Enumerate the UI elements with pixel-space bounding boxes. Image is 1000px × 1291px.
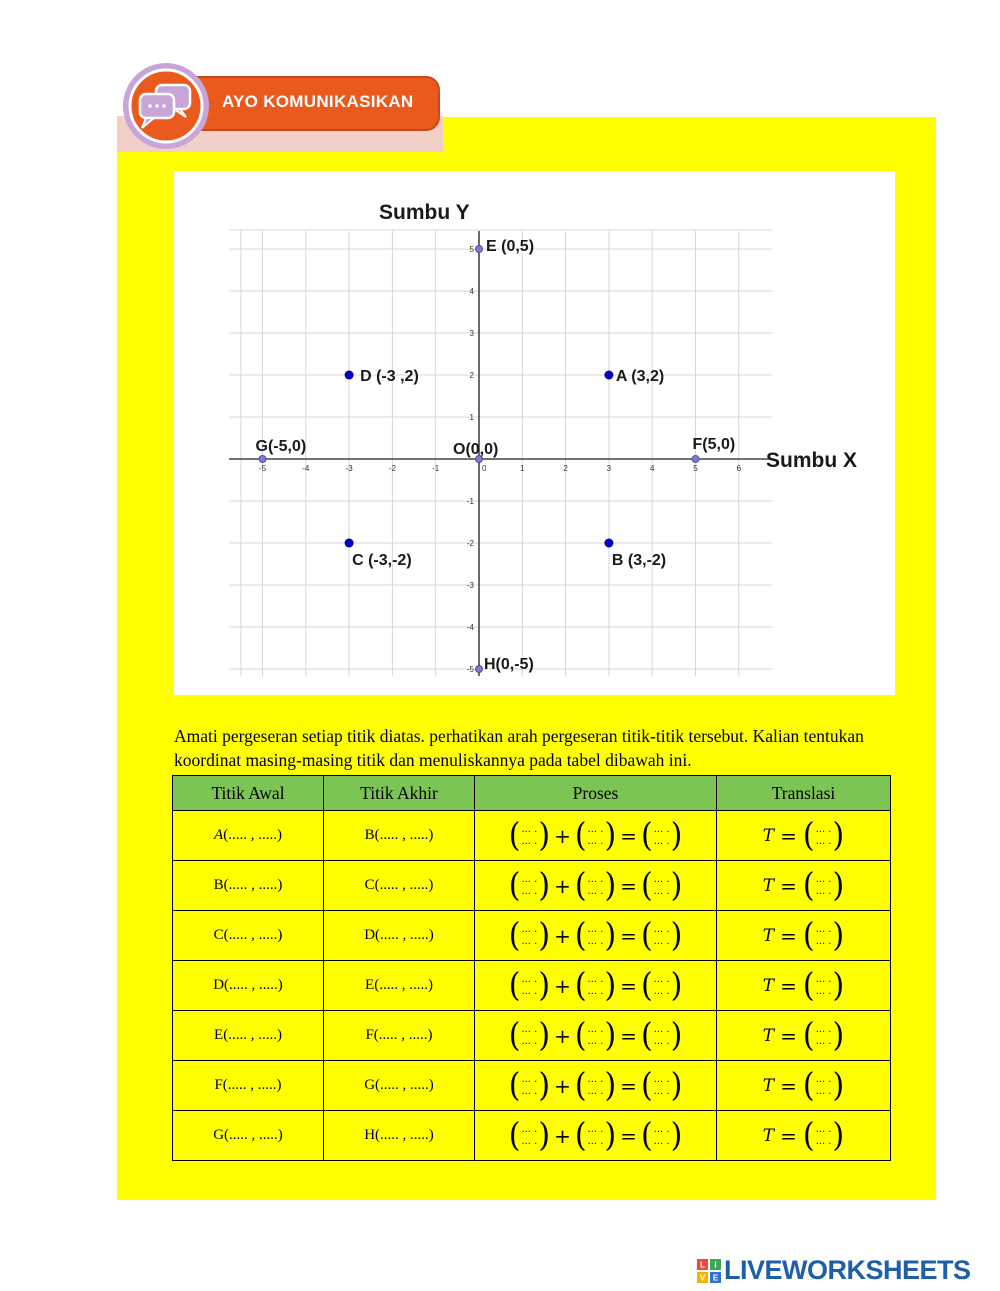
equals-sign: = (780, 873, 797, 898)
vector-top-blank[interactable]: ... . (653, 973, 670, 985)
point-marker (345, 539, 353, 547)
cell-titik-awal (173, 1061, 324, 1111)
plus-sign: + (554, 1023, 571, 1048)
y-tick-label: 2 (469, 371, 474, 380)
titik-awal-blank[interactable]: D(..... , .....) (213, 977, 283, 993)
x-tick-label: -2 (388, 464, 396, 473)
column-vector[interactable]: ( ... . ... . ) (802, 1115, 845, 1155)
point-label: A (3,2) (615, 368, 665, 385)
y-tick-label: 4 (469, 287, 474, 296)
coordinate-graph (174, 171, 895, 695)
x-tick-label: -4 (302, 464, 310, 473)
vector-top-blank[interactable]: ... . (653, 1123, 670, 1135)
vector-bottom-blank[interactable]: ... . (587, 1085, 604, 1097)
equals-sign: = (620, 1023, 637, 1048)
column-vector[interactable]: ( ... . ... . ) (574, 865, 617, 905)
vector-top-blank[interactable]: ... . (815, 973, 832, 985)
column-vector[interactable]: ( ... . ... . ) (508, 865, 551, 905)
point-marker (259, 456, 266, 463)
titik-akhir-blank[interactable]: F(..... , .....) (365, 1027, 433, 1043)
equals-sign: = (780, 1123, 797, 1148)
watermark-text: LIVEWORKSHEETS (724, 1255, 971, 1285)
cell-titik-akhir (324, 911, 475, 961)
titik-akhir-blank[interactable]: H(..... , .....) (364, 1127, 434, 1143)
y-tick-label: -5 (466, 665, 474, 674)
column-vector[interactable]: ( ... . ... . ) (640, 1015, 683, 1055)
vector-top-blank[interactable]: ... . (587, 1123, 604, 1135)
cell-proses (475, 811, 717, 861)
vector-bottom-blank[interactable]: ... . (587, 1035, 604, 1047)
plus-sign: + (554, 1123, 571, 1148)
column-vector[interactable]: ( ... . ... . ) (508, 815, 551, 855)
svg-text:L: L (700, 1260, 705, 1270)
column-vector[interactable]: ( ... . ... . ) (574, 1015, 617, 1055)
equals-sign: = (620, 873, 637, 898)
titik-akhir-blank[interactable]: C(..... , .....) (364, 877, 434, 893)
vector-top-blank[interactable]: ... . (815, 1073, 832, 1085)
table-row (173, 1061, 891, 1111)
vector-bottom-blank[interactable]: ... . (653, 935, 670, 947)
point-label: D (-3 ,2) (360, 368, 419, 385)
column-vector[interactable]: ( ... . ... . ) (640, 1065, 683, 1105)
translation-symbol: T (762, 1075, 775, 1096)
vector-top-blank[interactable]: ... . (815, 1123, 832, 1135)
vector-top-blank[interactable]: ... . (587, 973, 604, 985)
header-proses: Proses (475, 776, 717, 811)
vector-top-blank[interactable]: ... . (815, 923, 832, 935)
table-row (173, 1111, 891, 1161)
cell-titik-akhir (324, 1111, 475, 1161)
vector-bottom-blank[interactable]: ... . (815, 835, 832, 847)
vector-bottom-blank[interactable]: ... . (653, 985, 670, 997)
column-vector[interactable]: ( ... . ... . ) (802, 815, 845, 855)
vector-bottom-blank[interactable]: ... . (521, 1085, 538, 1097)
vector-bottom-blank[interactable]: ... . (815, 1085, 832, 1097)
table-row (173, 1011, 891, 1061)
titik-awal-letter: A (214, 827, 224, 843)
table-row (173, 961, 891, 1011)
point-marker (476, 246, 483, 253)
translation-symbol: T (762, 975, 775, 996)
point-marker (345, 371, 353, 379)
translation-symbol: T (762, 925, 775, 946)
cell-proses (475, 911, 717, 961)
table-header-row (173, 776, 891, 811)
equals-sign: = (620, 823, 637, 848)
point-marker (605, 371, 613, 379)
equals-sign: = (780, 973, 797, 998)
point-label: F(5,0) (692, 436, 736, 453)
vector-top-blank[interactable]: ... . (521, 823, 538, 835)
svg-text:I: I (714, 1260, 717, 1270)
vector-bottom-blank[interactable]: ... . (815, 1135, 832, 1147)
equals-sign: = (620, 1073, 637, 1098)
cell-translasi (717, 1111, 891, 1161)
y-tick-label: -3 (466, 581, 474, 590)
instructions-text: Amati pergeseran setiap titik diatas. perhatikan arah pergeseran titik-titik tersebut. Kalian tentukan koordinat masing-masing titik dan menuliskannya pada tabel dibawah ini. (174, 726, 864, 770)
vector-bottom-blank[interactable]: ... . (653, 1135, 670, 1147)
y-tick-label: -2 (466, 539, 474, 548)
liveworksheets-watermark (697, 1255, 997, 1285)
cell-proses (475, 1111, 717, 1161)
equals-sign: = (620, 923, 637, 948)
vector-top-blank[interactable]: ... . (653, 1023, 670, 1035)
vector-top-blank[interactable]: ... . (587, 873, 604, 885)
vector-bottom-blank[interactable]: ... . (653, 1035, 670, 1047)
column-vector[interactable]: ( ... . ... . ) (574, 915, 617, 955)
plus-sign: + (554, 823, 571, 848)
titik-akhir-blank[interactable]: E(..... , .....) (365, 977, 433, 993)
y-tick-label: 5 (469, 245, 474, 254)
y-tick-label: -4 (466, 623, 474, 632)
translation-symbol: T (762, 1025, 775, 1046)
vector-bottom-blank[interactable]: ... . (521, 1035, 538, 1047)
vector-bottom-blank[interactable]: ... . (587, 885, 604, 897)
point-marker (692, 456, 699, 463)
y-tick-label: 3 (469, 329, 474, 338)
cell-proses (475, 1061, 717, 1111)
vector-top-blank[interactable]: ... . (653, 873, 670, 885)
equals-sign: = (780, 823, 797, 848)
cell-titik-akhir (324, 811, 475, 861)
point-label: E (0,5) (486, 238, 535, 255)
vector-bottom-blank[interactable]: ... . (815, 1035, 832, 1047)
x-tick-label: -5 (258, 464, 267, 473)
column-vector[interactable]: ( ... . ... . ) (802, 915, 845, 955)
point-label: H(0,-5) (484, 656, 534, 673)
point-label: C (-3,-2) (352, 552, 412, 569)
cell-proses (475, 1011, 717, 1061)
coordinate-plane (174, 171, 895, 695)
vector-top-blank[interactable]: ... . (815, 823, 832, 835)
column-vector[interactable]: ( ... . ... . ) (508, 1065, 551, 1105)
vector-bottom-blank[interactable]: ... . (521, 835, 538, 847)
x-tick-label: 6 (736, 464, 742, 473)
equals-sign: = (780, 1073, 797, 1098)
vector-bottom-blank[interactable]: ... . (815, 985, 832, 997)
column-vector[interactable]: ( ... . ... . ) (640, 965, 683, 1005)
cell-titik-akhir (324, 1061, 475, 1111)
vector-top-blank[interactable]: ... . (521, 873, 538, 885)
vector-top-blank[interactable]: ... . (653, 823, 670, 835)
y-axis-label: Sumbu Y (379, 201, 470, 224)
svg-text:V: V (699, 1273, 706, 1283)
vector-bottom-blank[interactable]: ... . (587, 835, 604, 847)
vector-top-blank[interactable]: ... . (521, 1123, 538, 1135)
point-label: G(-5,0) (255, 438, 307, 455)
titik-awal-blank[interactable]: (..... , .....) (223, 827, 282, 843)
titik-awal-blank[interactable]: E(..... , .....) (214, 1027, 282, 1043)
vector-top-blank[interactable]: ... . (815, 873, 832, 885)
x-tick-label: 3 (606, 464, 612, 473)
vector-bottom-blank[interactable]: ... . (587, 1135, 604, 1147)
translation-table (172, 775, 891, 1161)
plus-sign: + (554, 973, 571, 998)
vector-bottom-blank[interactable]: ... . (521, 1135, 538, 1147)
vector-bottom-blank[interactable]: ... . (521, 935, 538, 947)
vector-top-blank[interactable]: ... . (653, 1073, 670, 1085)
vector-bottom-blank[interactable]: ... . (521, 985, 538, 997)
vector-top-blank[interactable]: ... . (521, 1073, 538, 1085)
points (256, 238, 736, 673)
translation-symbol: T (762, 1125, 775, 1146)
column-vector[interactable]: ( ... . ... . ) (802, 1065, 845, 1105)
vector-bottom-blank[interactable]: ... . (587, 935, 604, 947)
cell-titik-awal (173, 961, 324, 1011)
grid-lines (229, 230, 772, 676)
cell-proses (475, 961, 717, 1011)
cell-proses (475, 861, 717, 911)
column-vector[interactable]: ( ... . ... . ) (574, 965, 617, 1005)
column-vector[interactable]: ( ... . ... . ) (640, 865, 683, 905)
column-vector[interactable]: ( ... . ... . ) (508, 1115, 551, 1155)
vector-bottom-blank[interactable]: ... . (521, 885, 538, 897)
titik-awal-blank[interactable]: G(..... , .....) (213, 1127, 283, 1143)
table-row (173, 861, 891, 911)
titik-awal-blank[interactable]: B(..... , .....) (213, 877, 283, 893)
column-vector[interactable]: ( ... . ... . ) (640, 915, 683, 955)
column-vector[interactable]: ( ... . ... . ) (802, 865, 845, 905)
cell-translasi (717, 911, 891, 961)
vector-top-blank[interactable]: ... . (653, 923, 670, 935)
x-tick-label: 1 (520, 464, 525, 473)
x-tick-label: -1 (432, 464, 440, 473)
vector-bottom-blank[interactable]: ... . (815, 935, 832, 947)
column-vector[interactable]: ( ... . ... . ) (574, 1115, 617, 1155)
vector-top-blank[interactable]: ... . (815, 1023, 832, 1035)
y-tick-label: -1 (466, 497, 474, 506)
column-vector[interactable]: ( ... . ... . ) (802, 1015, 845, 1055)
cell-translasi (717, 961, 891, 1011)
column-vector[interactable]: ( ... . ... . ) (802, 965, 845, 1005)
vector-bottom-blank[interactable]: ... . (653, 1085, 670, 1097)
equals-sign: = (620, 1123, 637, 1148)
x-tick-label: -3 (345, 464, 353, 473)
y-tick-label: 1 (469, 413, 474, 422)
vector-bottom-blank[interactable]: ... . (587, 985, 604, 997)
titik-awal-blank[interactable]: F(..... , .....) (214, 1077, 282, 1093)
column-vector[interactable]: ( ... . ... . ) (508, 965, 551, 1005)
cell-titik-awal (173, 911, 324, 961)
titik-akhir-blank[interactable]: G(..... , .....) (364, 1077, 434, 1093)
equals-sign: = (780, 1023, 797, 1048)
origin-tick-label: 0 (482, 464, 487, 473)
column-vector[interactable]: ( ... . ... . ) (574, 815, 617, 855)
vector-top-blank[interactable]: ... . (587, 823, 604, 835)
vector-bottom-blank[interactable]: ... . (815, 885, 832, 897)
x-axis-label: Sumbu X (766, 449, 858, 472)
speech-bubbles-icon (122, 62, 210, 150)
x-tick-label: 2 (563, 464, 568, 473)
header-translasi: Translasi (717, 776, 891, 811)
point-marker (605, 539, 613, 547)
x-tick-label: 5 (693, 464, 698, 473)
point-marker (476, 666, 483, 673)
cell-translasi (717, 861, 891, 911)
translation-symbol: T (762, 825, 775, 846)
plus-sign: + (554, 1073, 571, 1098)
table-row (173, 911, 891, 961)
titik-awal-blank[interactable]: C(..... , .....) (213, 927, 283, 943)
titik-akhir-blank[interactable]: D(..... , .....) (364, 927, 434, 943)
column-vector[interactable]: ( ... . ... . ) (508, 915, 551, 955)
point-label: O(0,0) (453, 441, 499, 458)
cell-titik-akhir (324, 1011, 475, 1061)
plus-sign: + (554, 923, 571, 948)
liveworksheets-logo-icon (697, 1259, 721, 1283)
cell-translasi (717, 1011, 891, 1061)
equals-sign: = (780, 923, 797, 948)
vector-top-blank[interactable]: ... . (587, 923, 604, 935)
x-tick-label: 4 (649, 464, 655, 473)
cell-translasi (717, 1061, 891, 1111)
cell-titik-akhir (324, 861, 475, 911)
table-row (173, 811, 891, 861)
vector-top-blank[interactable]: ... . (521, 973, 538, 985)
equals-sign: = (620, 973, 637, 998)
axes (229, 231, 772, 676)
banner-title: AYO KOMUNIKASIKAN (222, 92, 414, 111)
vector-bottom-blank[interactable]: ... . (653, 885, 670, 897)
header-titik-awal: Titik Awal (173, 776, 324, 811)
cell-titik-awal (173, 861, 324, 911)
column-vector[interactable]: ( ... . ... . ) (508, 1015, 551, 1055)
column-vector[interactable]: ( ... . ... . ) (640, 1115, 683, 1155)
vector-top-blank[interactable]: ... . (587, 1073, 604, 1085)
cell-titik-awal (173, 1011, 324, 1061)
vector-top-blank[interactable]: ... . (521, 1023, 538, 1035)
column-vector[interactable]: ( ... . ... . ) (574, 1065, 617, 1105)
cell-titik-awal (173, 1111, 324, 1161)
column-vector[interactable]: ( ... . ... . ) (640, 815, 683, 855)
cell-titik-awal (173, 811, 324, 861)
header-titik-akhir: Titik Akhir (324, 776, 475, 811)
vector-top-blank[interactable]: ... . (521, 923, 538, 935)
vector-top-blank[interactable]: ... . (587, 1023, 604, 1035)
cell-titik-akhir (324, 961, 475, 1011)
svg-text:E: E (712, 1273, 719, 1283)
translation-symbol: T (762, 875, 775, 896)
vector-bottom-blank[interactable]: ... . (653, 835, 670, 847)
point-label: B (3,-2) (611, 552, 667, 569)
titik-akhir-blank[interactable]: B(..... , .....) (364, 827, 434, 843)
cell-translasi (717, 811, 891, 861)
plus-sign: + (554, 873, 571, 898)
